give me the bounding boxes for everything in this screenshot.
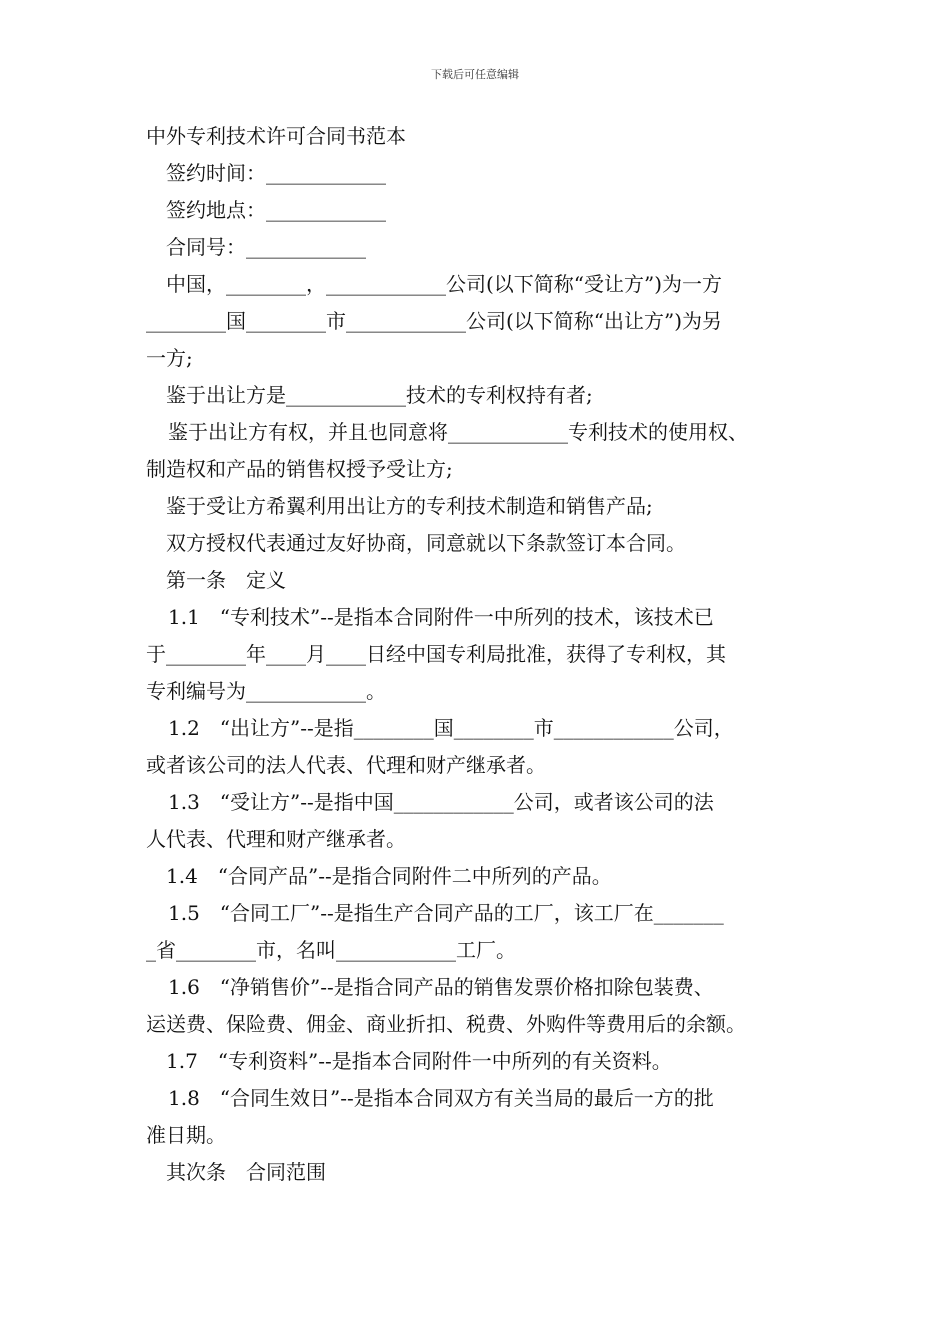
clause-line: 1.8 “合同生效日”--是指本合同双方有关当局的最后一方的批 bbox=[168, 1086, 714, 1110]
clause-line: 准日期。 bbox=[146, 1123, 226, 1147]
clause-line: 1.5 “合同工厂”--是指生产合同产品的工厂，该工厂在_______ bbox=[168, 901, 724, 925]
clause-line: 专利编号为____________。 bbox=[146, 679, 386, 703]
article-heading: 其次条 合同范围 bbox=[166, 1160, 326, 1184]
doc-title: 中外专利技术许可合同书范本 bbox=[146, 124, 406, 148]
article-heading: 第一条 定义 bbox=[166, 568, 286, 592]
paragraph-line: 双方授权代表通过友好协商，同意就以下条款签订本合同。 bbox=[166, 531, 686, 555]
paragraph-line: 鉴于出让方是____________技术的专利权持有者; bbox=[166, 383, 593, 407]
clause-line: 或者该公司的法人代表、代理和财产继承者。 bbox=[146, 753, 546, 777]
clause-line: 1.3 “受让方”--是指中国____________公司，或者该公司的法 bbox=[168, 790, 714, 814]
signing-time-line: 签约时间：____________ bbox=[166, 161, 386, 185]
contract-number-line: 合同号：____________ bbox=[166, 235, 366, 259]
clause-line: 人代表、代理和财产继承者。 bbox=[146, 827, 406, 851]
clause-line: 1.6 “净销售价”--是指合同产品的销售发票价格扣除包装费、 bbox=[168, 975, 714, 999]
clause-line: 1.4 “合同产品”--是指合同附件二中所列的产品。 bbox=[166, 864, 612, 888]
page-header: 下载后可任意编辑 bbox=[431, 68, 519, 81]
clause-line: 于________年____月____日经中国专利局批准，获得了专利权，其 bbox=[146, 642, 726, 666]
clause-line: 1.2 “出让方”--是指________国________市____________公司， bbox=[168, 716, 734, 740]
clause-line: 运送费、保险费、佣金、商业折扣、税费、外购件等费用后的余额。 bbox=[146, 1012, 746, 1036]
clause-line: 1.1 “专利技术”--是指本合同附件一中所列的技术，该技术已 bbox=[168, 605, 714, 629]
paragraph-line: 中国，________，____________公司(以下简称“受让方”)为一方 bbox=[166, 272, 723, 296]
signing-place-line: 签约地点：____________ bbox=[166, 198, 386, 222]
document-body bbox=[146, 118, 811, 1191]
paragraph-line: ________国________市____________公司(以下简称“出让方”)为另 bbox=[146, 309, 723, 333]
paragraph-line: 制造权和产品的销售权授予受让方; bbox=[146, 457, 453, 481]
paragraph-line: 一方; bbox=[146, 346, 193, 370]
paragraph-line: 鉴于受让方希翼利用出让方的专利技术制造和销售产品; bbox=[166, 494, 653, 518]
clause-line: 1.7 “专利资料”--是指本合同附件一中所列的有关资料。 bbox=[166, 1049, 672, 1073]
clause-line: _省________市，名叫____________工厂。 bbox=[146, 938, 516, 962]
paragraph-line: 鉴于出让方有权，并且也同意将____________专利技术的使用权、 bbox=[168, 420, 748, 444]
